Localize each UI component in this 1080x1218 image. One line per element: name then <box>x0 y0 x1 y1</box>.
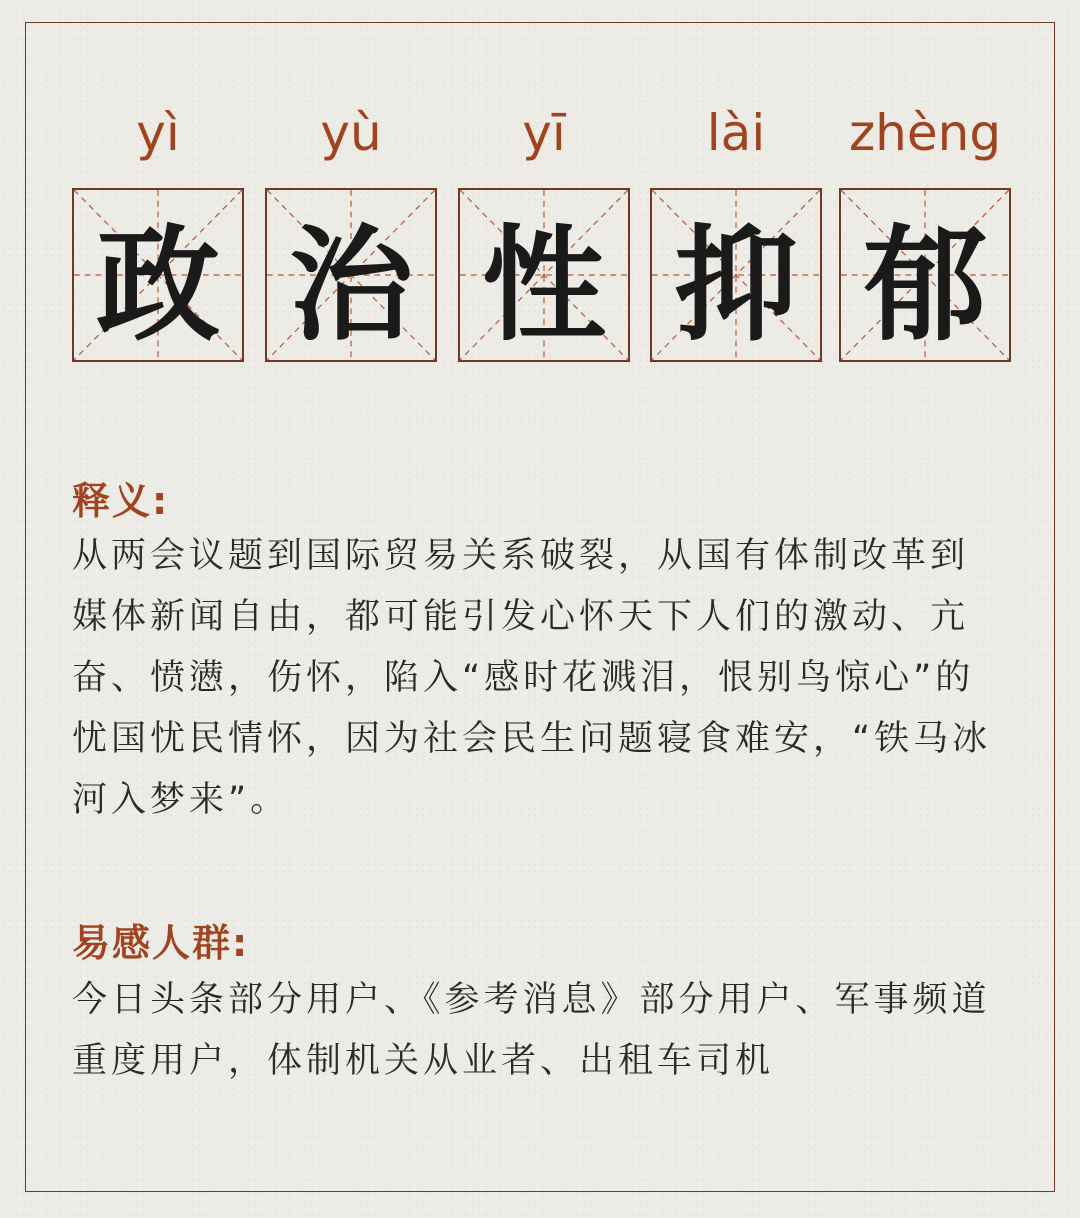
character-grid-2 <box>265 188 437 362</box>
grid-character: 性 <box>481 213 606 358</box>
grid-character: 治 <box>288 213 413 358</box>
susceptible-text: 今日头条部分用户、《参考消息》部分用户、军事频道重度用户，体制机关从业者、出租车司机 <box>72 980 991 1081</box>
pinyin-row <box>0 98 1080 168</box>
susceptible-heading: 易感人群: <box>72 921 250 965</box>
character-grid-3 <box>458 188 630 362</box>
definition-text: 从两会议题到国际贸易关系破裂，从国有体制改革到媒体新闻自由，都可能引发心怀天下人们的激动、亢奋、愤懑，伤怀，陷入“感时花溅泪，恨别鸟惊心”的忧国忧民情怀，因为社会民生问题寝食难安，“铁马冰河入梦来”。 <box>72 536 992 820</box>
grid-character: 抑 <box>673 213 798 358</box>
character-grid-4 <box>650 188 822 362</box>
grid-character: 郁 <box>862 213 987 358</box>
pinyin-5: zhèng <box>848 104 1002 162</box>
character-grid-1 <box>72 188 244 362</box>
pinyin-2: yù <box>320 104 382 162</box>
pinyin-4: lài <box>706 104 766 162</box>
character-grid-5 <box>839 188 1011 362</box>
pinyin-3: yī <box>522 104 566 162</box>
pinyin-1: yì <box>136 104 180 162</box>
definition-heading: 释义: <box>72 479 170 523</box>
grid-character: 政 <box>95 213 220 358</box>
